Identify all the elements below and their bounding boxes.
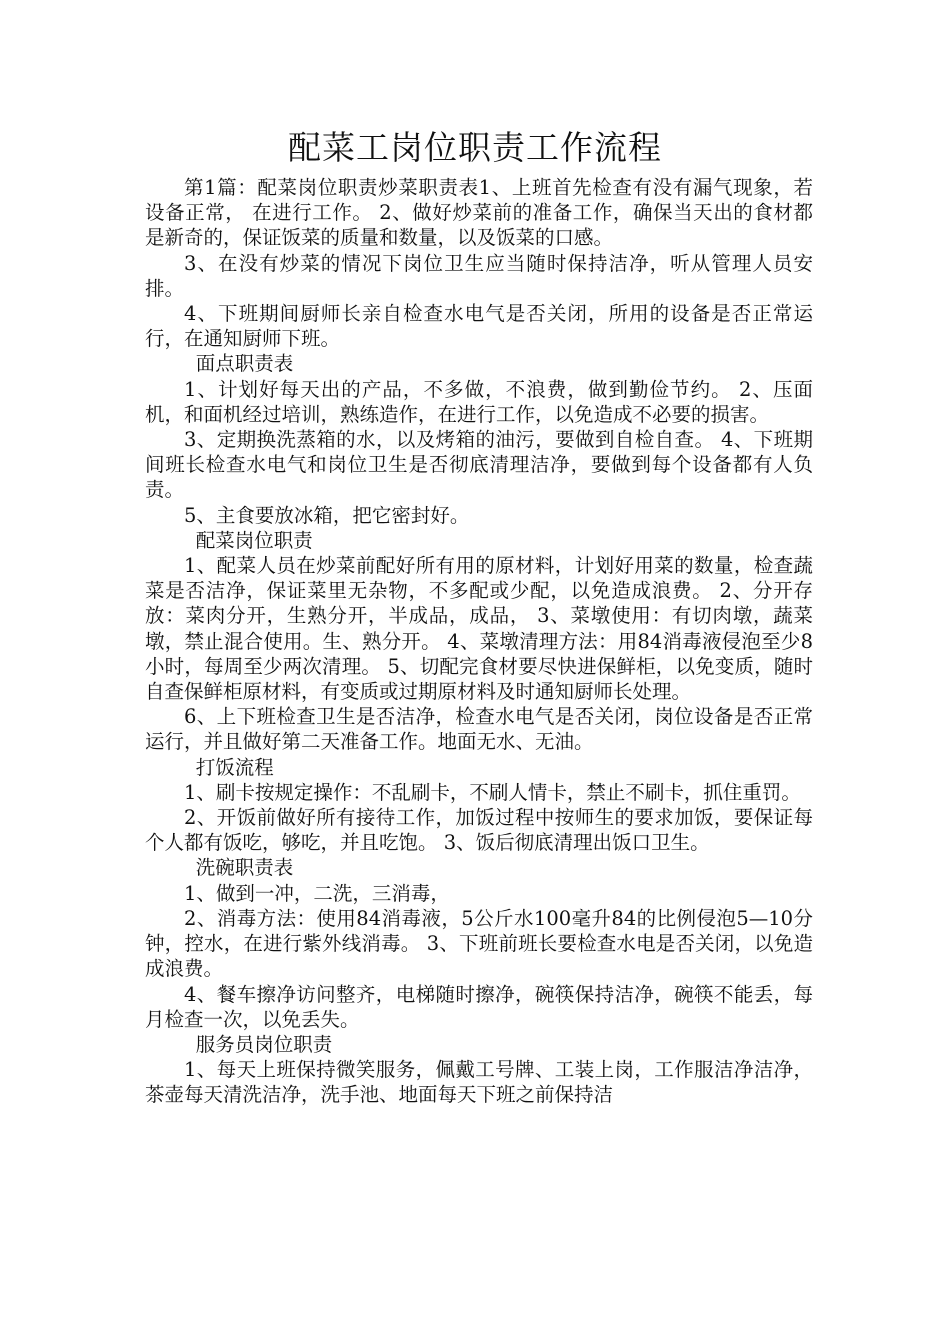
document-title: 配菜工岗位职责工作流程 xyxy=(288,128,662,167)
paragraph-pastry-3-4: 3、定期换洗蒸箱的水，以及烤箱的油污，要做到自检自查。 4、下班期间班长检查水电气和岗位卫生是否彻底清理洁净，要做到每个设备都有人负责。 xyxy=(145,428,813,502)
paragraph-dishwashing-1: 1、做到一冲，二洗，三消毒， xyxy=(184,881,450,905)
section-heading-prep: 配菜岗位职责 xyxy=(195,528,313,552)
section-heading-dishwashing: 洗碗职责表 xyxy=(195,856,294,880)
section-heading-waiter: 服务员岗位职责 xyxy=(195,1032,333,1056)
paragraph-intro-stir-fry-duties: 第1篇：配菜岗位职责炒菜职责表1、上班首先检查有没有漏气现象，若设备正常， 在进行工作。 2、做好炒菜前的准备工作，确保当天出的食材都是新奇的，保证饭菜的质量和数量，以及饭菜的口感。 xyxy=(145,176,813,250)
paragraph-stir-fry-3: 3、在没有炒菜的情况下岗位卫生应当随时保持洁净，听从管理人员安排。 xyxy=(145,251,813,300)
paragraph-waiter-1: 1、每天上班保持微笑服务，佩戴工号牌、工装上岗，工作服洁净洁净，茶壶每天清洗洁净，洗手池、地面每天下班之前保持洁 xyxy=(145,1058,813,1107)
paragraph-pastry-5: 5、主食要放冰箱，把它密封好。 xyxy=(184,503,470,527)
section-heading-serving: 打饭流程 xyxy=(195,755,274,779)
paragraph-prep-1-5: 1、配菜人员在炒菜前配好所有用的原材料，计划好用菜的数量，检查蔬菜是否洁净，保证菜里无杂物，不多配或少配，以免造成浪费。 2、分开存放：菜肉分开，生熟分开，半成品，成品， 3、菜墩使用：有切肉墩，蔬菜墩，禁止混合使用。生、熟分开。 4、菜墩清理方法：用84消毒液侵泡至少8小时，每周至少两次清理。 5、切配完食材要尽快进保鲜柜，以免变质，随时自查保鲜柜原材料，有变质或过期原材料及时通知厨师长处理。 xyxy=(145,554,813,704)
paragraph-pastry-1-2: 1、计划好每天出的产品，不多做，不浪费，做到勤俭节约。 2、压面机，和面机经过培训，熟练造作，在进行工作，以免造成不必要的损害。 xyxy=(145,377,813,426)
paragraph-dishwashing-2-3: 2、消毒方法：使用84消毒液，5公斤水100毫升84的比例侵泡5—10分钟，控水，在进行紫外线消毒。 3、下班前班长要检查水电是否关闭，以免造成浪费。 xyxy=(145,906,813,981)
document-body xyxy=(145,175,813,1108)
paragraph-serving-2-3: 2、开饭前做好所有接待工作，加饭过程中按师生的要求加饭，要保证每个人都有饭吃，够吃，并且吃饱。 3、饭后彻底清理出饭口卫生。 xyxy=(145,806,813,855)
section-heading-pastry: 面点职责表 xyxy=(195,352,294,376)
paragraph-stir-fry-4: 4、下班期间厨师长亲自检查水电气是否关闭，所用的设备是否正常运行，在通知厨师下班。 xyxy=(145,302,813,351)
paragraph-serving-1: 1、刷卡按规定操作：不乱刷卡，不刷人情卡，禁止不刷卡，抓住重罚。 xyxy=(184,780,801,804)
paragraph-dishwashing-4: 4、餐车擦净访问整齐，电梯随时擦净，碗筷保持洁净，碗筷不能丢，每月检查一次，以免丢失。 xyxy=(145,982,813,1031)
paragraph-prep-6: 6、上下班检查卫生是否洁净，检查水电气是否关闭，岗位设备是否正常运行，并且做好第二天准备工作。地面无水、无油。 xyxy=(145,705,813,754)
